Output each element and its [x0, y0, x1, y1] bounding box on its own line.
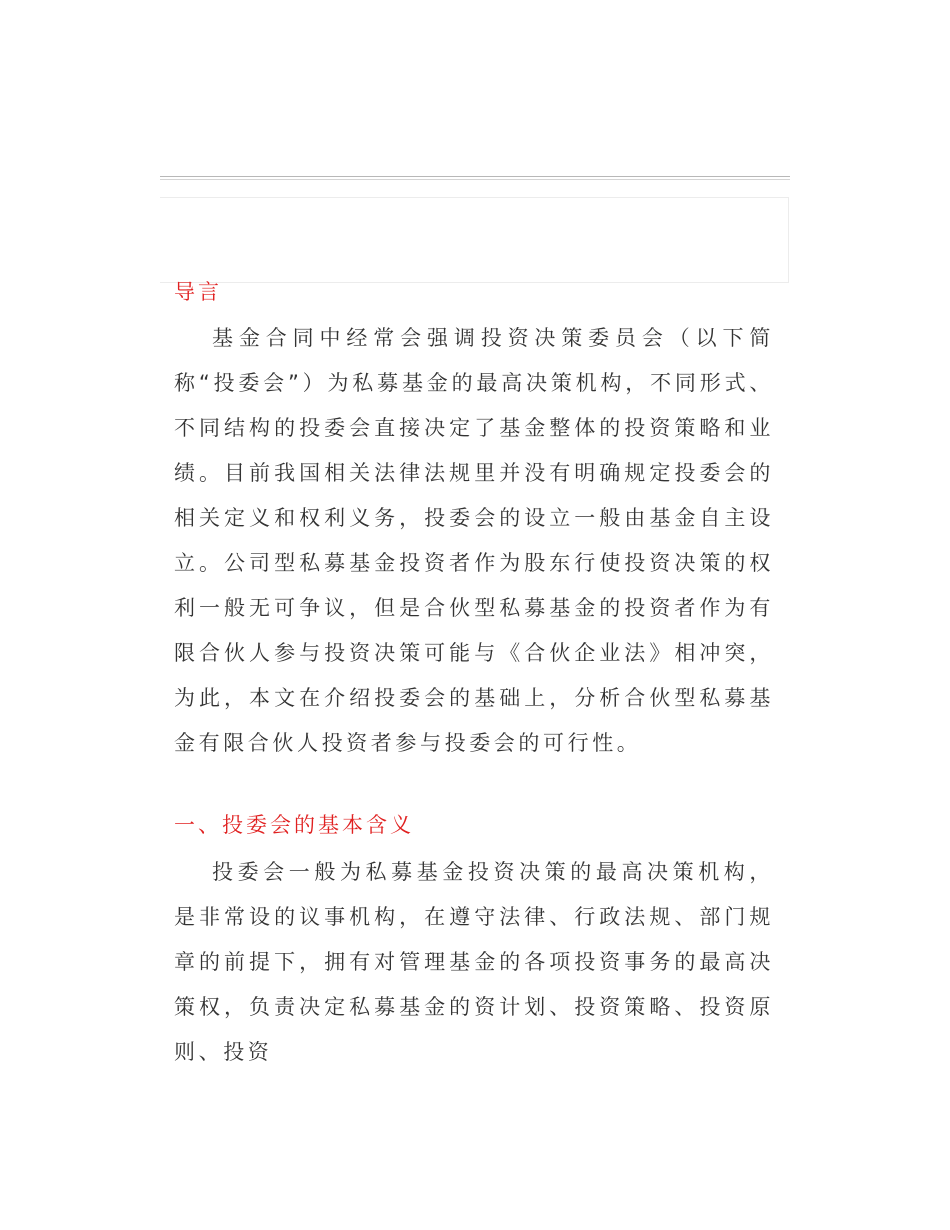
section-1-paragraph: 投委会一般为私募基金投资决策的最高决策机构，是非常设的议事机构，在遵守法律、行政法规、部门规章的前提下，拥有对管理基金的各项投资事务的最高决策权，负责决定私募基金的资计划、投资策略、投资原则、投资	[174, 860, 774, 1064]
article-body	[174, 276, 774, 1075]
header-rule-secondary	[160, 179, 790, 180]
header-blank-box	[160, 197, 789, 283]
header-rule	[160, 176, 790, 177]
intro-heading: 导言	[174, 280, 222, 304]
intro-paragraph: 基金合同中经常会强调投资决策委员会（以下简称“投委会”）为私募基金的最高决策机构，不同形式、不同结构的投委会直接决定了基金整体的投资策略和业绩。目前我国相关法律法规里并没有明确规定投委会的相关定义和权利义务，投委会的设立一般由基金自主设立。公司型私募基金投资者作为股东行使投资决策的权利一般无可争议，但是合伙型私募基金的投资者作为有限合伙人参与投资决策可能与《合伙企业法》相冲突，为此，本文在介绍投委会的基础上，分析合伙型私募基金有限合伙人投资者参与投委会的可行性。	[174, 326, 774, 755]
section-spacer	[174, 766, 774, 809]
section-1-heading: 一、投委会的基本含义	[174, 813, 414, 837]
